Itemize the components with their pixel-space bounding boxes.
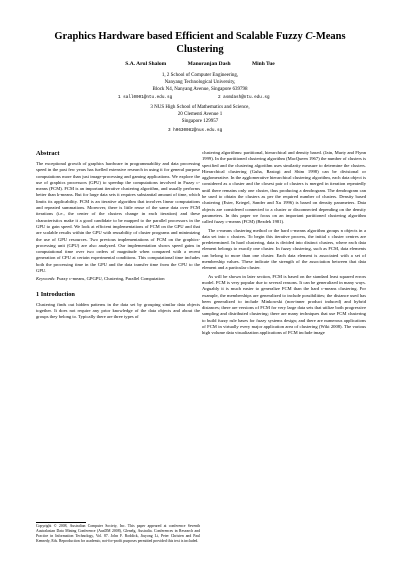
intro-heading: 1 Introduction: [36, 290, 75, 298]
copyright-footnote: Copyright © 2008, Australian Computer Society, Inc. This paper appeared at conference Seventh Australasian Data Mining Conference (AusDM 2008), Glenelg, Australia. Conferences in Research and Practice in Information Technology, Vol. 87. John F. Roddick, Jiuyong Li, Peter Christen and Paul Kennedy, Eds. Reproduction for academic, not-for-profit purposes permitted provided this text is included.: [36, 524, 200, 543]
title-line1: Graphics Hardware based Efficient and Scalable Fuzzy: [54, 31, 303, 42]
abstract-text: The exceptional growth of graphics hardware in programmability and data processing speed in the past few years has fuelled extensive research in using it for general purpose computations more than just image-processing and gaming applications. We explore the use of graphics processors (GPU) to speedup the computations involved in Fuzzy c-means (FCM). FCM is an important iterative clustering algorithm, and usually performs better than k-means. But for large data sets it requires substantial amount of time, which limits its applicability. FCM is an iterative algorithm that involves linear computations and repeated summations. Moreover, there is little reuse of the same data over FCM iterations (i.e., the center of the clusters change in each iteration) and these characteristics make it a good candidate to be mapped to the parallel processors in the GPU to gain speed. We look at efficient implementations of FCM on the GPU and that are scalable results within the GPU with reusability of cluster programs and minimizing the use of GPU resources. Two previous implementations of FCM on the graphics-processing unit (GPU) are also analyzed. Our implementation shows speed gains in computational time over two orders of magnitude when compared with a recent generation of CPU at certain experimental conditions. This computational time includes both the processing time in the GPU and the data transfer time from the CPU to the GPU.: [36, 161, 200, 274]
right-paragraph-2: The c-means clustering method or the hard c-means algorithm groups n objects in a data set into c clusters. To begin this iterative process, the initial c cluster centres are predetermined. In hard clustering, data is divided into distinct clusters, where each data element belongs to exactly one cluster. In fuzzy clustering, such as FCM, data elements can belong to more than one cluster. Each data element is associated with a set of membership values. These indicate the strength of the association between that data element and a particular cluster.: [202, 227, 366, 271]
right-paragraph-1: clustering algorithms: partitional, hierarchical and density based. (Jain, Murty and Flynn 1999). In the partitioned clustering algorithm (MacQueen 1967) the number of clusters is specified and the clustering algorithm uses similarity measure to determine the clusters. Hierarchical clustering (Guha, Rastogi and Shim 1998) can be divisional or agglomerative. In the agglomerative hierarchical clustering algorithm, each data object is considered as a cluster and the closest pair of clusters is merged in iteration repeatedly until there remains only one cluster, thus producing a dendrogram. The dendrogram can be used to obtain the clusters as per the required number of clusters. Density based clustering (Ester, Kriegel, Sander and Xu 1996) is based on density parameters. Data objects are considered connected to a cluster or disconnected depending on the density parameters. In this paper we focus on an important partitioned clustering algorithm called fuzzy c-means (FCM) (Bezdek 1981).: [202, 150, 366, 225]
affiliation-2-line1: 3 NUS High School of Mathematics and Science,: [150, 105, 250, 110]
right-paragraph-3: As will be shown in later section, FCM is based on the standard least squared errors model. FCM is very popular due to several reasons. It can be generalized in many ways. Arguably it is much easier to generalize FCM than the hard c-means clustering. For example, the memberships are generalized to include possibilities; the distance used has been generalized to include Minkowski (non-inner product induced) and hybrid distances; there are versions of FCM for very large data sets that utilize both progressive sampling and distributed clustering; there are many techniques that use FCM clustering to build fuzzy rule bases for fuzzy systems design; and there are numerous applications of FCM in virtually every major application area of clustering (Wiki 2008). The various high volume data visualization applications of FCM include image: [202, 273, 366, 336]
affiliation-2-line3: Singapore 129957: [181, 119, 219, 124]
affiliation-1-line3: Block N4, Nanyang Avenue, Singapore 639798: [152, 87, 248, 92]
author-list: [30, 60, 370, 68]
email-3: 3 h0630082@nus.edu.sg: [168, 128, 223, 133]
right-column: [202, 150, 366, 339]
title-line2: Clustering: [176, 44, 224, 55]
affiliation-1-line1: 1, 2 School of Computer Engineering,: [161, 73, 239, 78]
affiliation-1: [30, 72, 370, 93]
email-2: 2 asmdash@ntu.edu.sg: [218, 95, 270, 100]
left-column: [36, 150, 200, 323]
author-1: S.A. Arul Shalom: [125, 61, 167, 67]
title-line1-end: -Means: [312, 31, 346, 42]
author-3: Minh Tue: [251, 61, 275, 67]
paper-title: [30, 30, 370, 56]
affiliation-2-line2: 20 Clementi Avenue 1: [177, 112, 223, 117]
abstract-heading: Abstract: [36, 150, 60, 157]
author-2: Manoranjan Dash: [187, 61, 231, 67]
footnote-rule: [36, 522, 86, 523]
email-1: 1 sall0001@ntu.edu.sg: [118, 95, 173, 100]
affiliation-2: [30, 104, 370, 125]
affiliation-1-line2: Nanyang Technological University,: [164, 80, 236, 85]
intro-text: Clustering finds out hidden patterns in the data set by grouping similar data objects together. It does not require any prior knowledge of the data objects and about the groups they belong to. Typically there are three types of: [36, 301, 200, 320]
keywords: [36, 276, 200, 282]
title-italic: C: [305, 31, 313, 42]
keywords-text: : Fuzzy c-means, GPGPU, Clustering, Parallel Computation: [54, 276, 165, 282]
keywords-label: Keywords: [36, 276, 55, 282]
